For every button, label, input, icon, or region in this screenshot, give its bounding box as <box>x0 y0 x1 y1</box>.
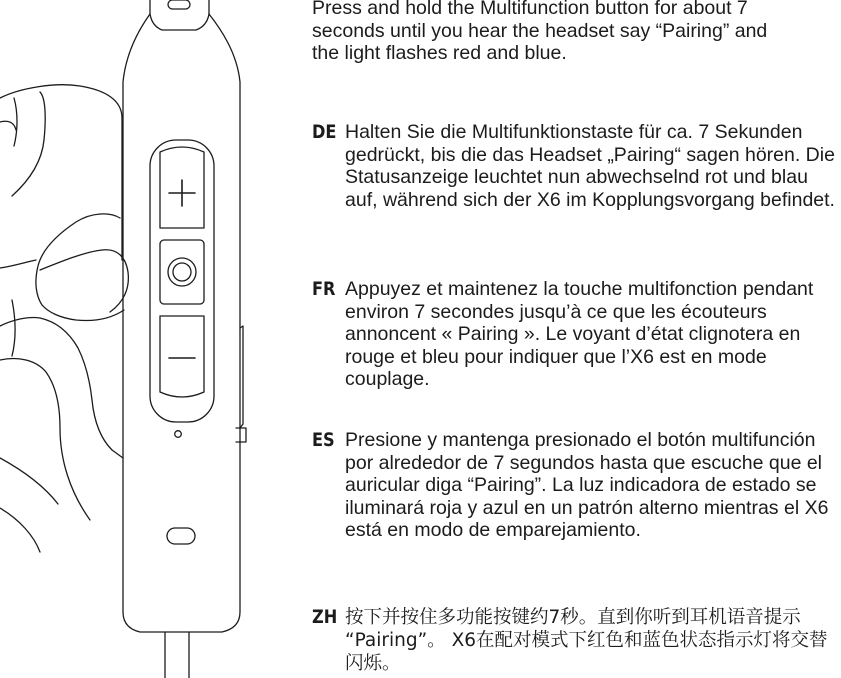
intro-paragraph-en: Press and hold the Multifunction button for about 7 seconds until you hear the headset say “Pairing” and the light flashes red and blue. <box>312 0 768 64</box>
multifunction-button-icon <box>168 258 196 286</box>
section-text-zh: 按下并按住多功能按键约7秒。直到你听到耳机语音提示 “Pairing”。 X6在配对模式下红色和蓝色状态指示灯将交替闪烁。 <box>345 607 828 674</box>
language-code-es: ES <box>312 429 335 451</box>
section-text-fr: Appuyez et maintenez la touche multifonction pendant environ 7 secondes jusqu’à ce que les écouteurs annoncent « Pairing ». Le voyant d’état clignotera en rouge et bleu pour indiquer que l’X6 est en mode couplage. <box>345 278 814 390</box>
section-text-es: Presione y mantenga presionado el botón multifunción por alrededor de 7 segundos hasta que escuche que el auricular diga “Pairing”. La luz indicadora de estado se iluminará roja y azul en un patrón alterno mientras el X6 está en modo de emparejamiento. <box>345 429 829 541</box>
language-code-zh: ZH <box>312 606 338 628</box>
language-code-fr: FR <box>312 278 336 300</box>
language-code-de: DE <box>312 121 337 143</box>
status-light-icon <box>175 431 182 438</box>
section-text-de: Halten Sie die Multifunktionstaste für ca. 7 Sekunden gedrückt, bis die das Headset „Pairing“ sagen hören. Die Statusanzeige leuchtet nun abwechselnd rot und blau auf, während sich der X6 im Kopplungsvorgang befindet. <box>345 121 835 211</box>
minus-button-icon <box>160 316 204 397</box>
headset-remote-illustration <box>0 0 280 678</box>
